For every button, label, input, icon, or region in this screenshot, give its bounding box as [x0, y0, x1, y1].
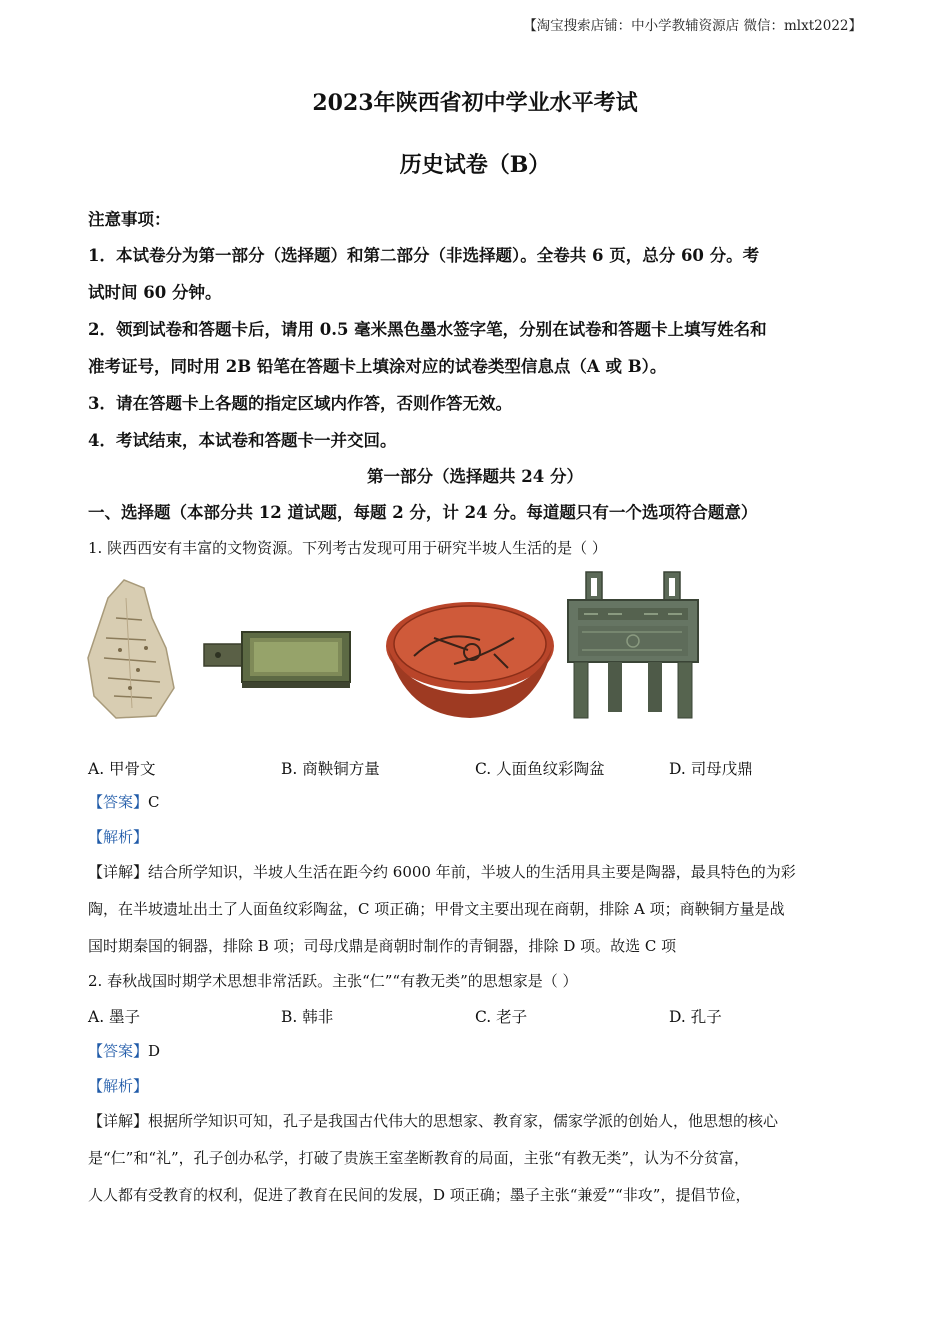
- part1-heading: 第一部分（选择题共 24 分）: [367, 467, 583, 486]
- notice-heading: 注意事项：: [88, 210, 171, 229]
- header-note: 【淘宝搜索店铺：中小学教辅资源店 微信：mlxt2022】: [523, 18, 862, 34]
- q1-option-d: D. 司母戊鼎: [669, 760, 753, 778]
- notice-item-1-line-1: 1．本试卷分为第一部分（选择题）和第二部分（非选择题）。全卷共 6 页，总分 60 分。考: [88, 246, 760, 265]
- bronze-ding-icon: [564, 570, 702, 720]
- q1-answer-value: C: [148, 793, 160, 811]
- answer-tag: 【答案】: [88, 1042, 149, 1060]
- q1-detail-text-1: 结合所学知识，半坡人生活在距今约 6000 年前，半坡人的生活用具主要是陶器，最具特色的为彩: [148, 863, 796, 881]
- notice-item-3: 3．请在答题卡上各题的指定区域内作答，否则作答无效。: [88, 394, 512, 413]
- q2-detail-line-3: 人人都有受教育的权利，促进了教育在民间的发展，D 项正确；墨子主张“兼爱”“非攻”，提倡节俭，: [88, 1186, 751, 1204]
- notice-item-1-line-2: 试时间 60 分钟。: [88, 283, 222, 302]
- bronze-measure-icon: [202, 626, 354, 690]
- q2-option-d: D. 孔子: [669, 1008, 722, 1026]
- q2-detail-line-2: 是“仁”和“礼”，孔子创办私学，打破了贵族王室垄断教育的局面，主张“有教无类”，认为不分贫富，: [88, 1149, 750, 1167]
- exam-title: 2023年陕西省初中学业水平考试: [312, 90, 638, 116]
- q1-option-c: C. 人面鱼纹彩陶盆: [475, 760, 605, 778]
- painted-pottery-basin-icon: [384, 598, 556, 720]
- exam-subtitle: 历史试卷（B）: [399, 152, 551, 178]
- q1-analysis-tag: 【解析】: [88, 828, 149, 846]
- detail-tag: 【详解】: [88, 863, 149, 881]
- q2-answer-value: D: [148, 1042, 161, 1060]
- q2-detail-text-1: 根据所学知识可知，孔子是我国古代伟大的思想家、教育家，儒家学派的创始人，他思想的核心: [148, 1112, 779, 1130]
- q1-option-b: B. 商鞅铜方量: [281, 760, 380, 778]
- answer-tag: 【答案】: [88, 793, 149, 811]
- notice-item-2-line-1: 2．领到试卷和答题卡后，请用 0.5 毫米黑色墨水签字笔，分别在试卷和答题卡上填写姓名和: [88, 320, 767, 339]
- q2-stem: 2. 春秋战国时期学术思想非常活跃。主张“仁”“有教无类”的思想家是（ ）: [88, 972, 578, 990]
- q2-option-b: B. 韩非: [281, 1008, 334, 1026]
- q1-detail-line-2: 陶，在半坡遗址出土了人面鱼纹彩陶盆，C 项正确；甲骨文主要出现在商朝，排除 A 项；商鞅铜方量是战: [88, 900, 785, 918]
- section1-heading: 一、选择题（本部分共 12 道试题，每题 2 分，计 24 分。每道题只有一个选项符合题意）: [88, 503, 758, 522]
- q2-option-c: C. 老子: [475, 1008, 528, 1026]
- q2-answer: [88, 1040, 868, 1061]
- notice-item-4: 4．考试结束，本试卷和答题卡一并交回。: [88, 431, 397, 450]
- q1-option-a: A. 甲骨文: [88, 760, 156, 778]
- q2-detail-line-1: [88, 1110, 868, 1131]
- q2-analysis-tag: 【解析】: [88, 1077, 149, 1095]
- q1-stem: 1. 陕西西安有丰富的文物资源。下列考古发现可用于研究半坡人生活的是（ ）: [88, 539, 607, 557]
- notice-item-2-line-2: 准考证号，同时用 2B 铅笔在答题卡上填涂对应的试卷类型信息点（A 或 B）。: [88, 357, 667, 376]
- q2-option-a: A. 墨子: [88, 1008, 141, 1026]
- q1-answer: [88, 791, 868, 812]
- q1-detail-line-3: 国时期秦国的铜器，排除 B 项；司母戊鼎是商朝时制作的青铜器，排除 D 项。故选 C 项: [88, 937, 677, 955]
- oracle-bone-icon: [86, 578, 176, 720]
- detail-tag: 【详解】: [88, 1112, 149, 1130]
- q1-detail-line-1: [88, 861, 868, 882]
